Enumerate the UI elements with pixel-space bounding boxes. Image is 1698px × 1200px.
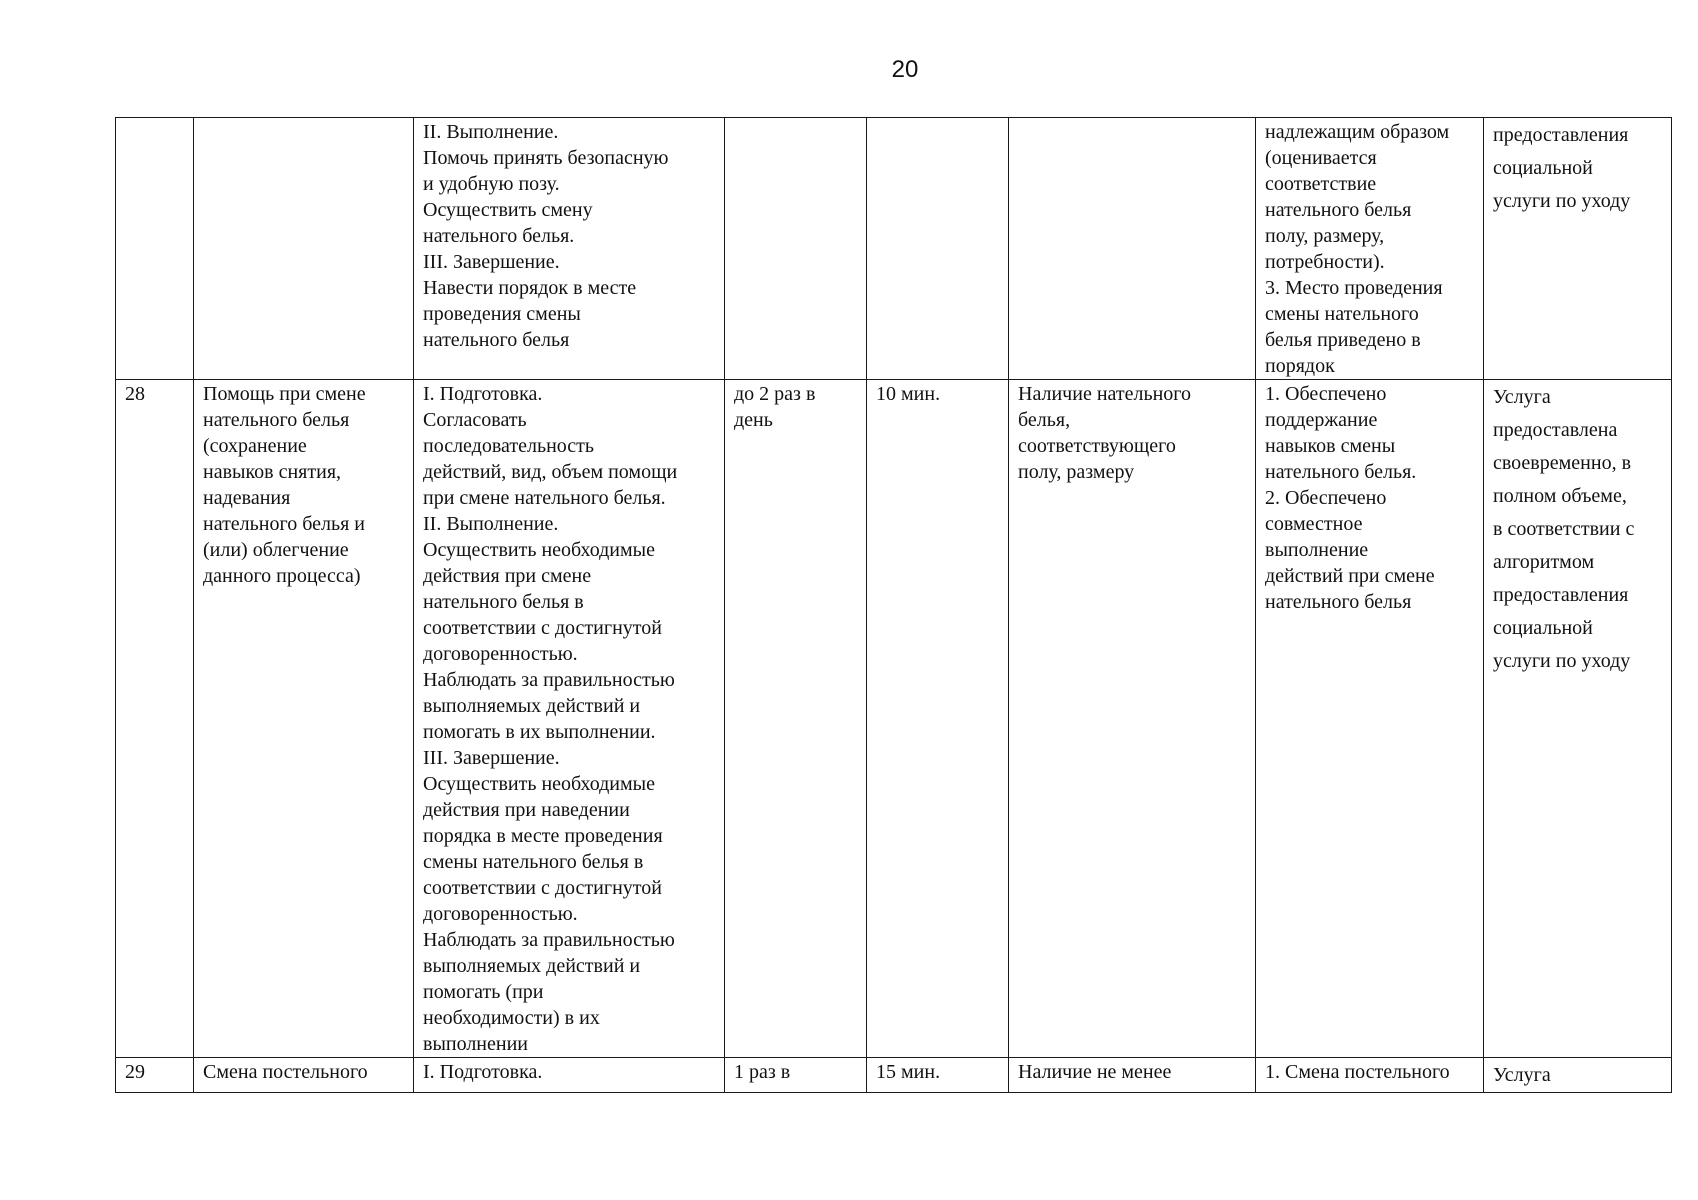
cell-text-line: поддержание <box>1265 409 1378 431</box>
cell-text-line: выполнение <box>1265 539 1369 561</box>
cell-text-line: полном объеме, <box>1493 485 1627 507</box>
cell-text-line: Осуществить смену <box>423 199 593 221</box>
cell-text-line: алгоритмом <box>1493 551 1595 573</box>
service-name-cell <box>194 1058 414 1093</box>
cell-text-line: действия при смене <box>423 565 592 587</box>
cell-text-line: предоставления <box>1493 584 1629 606</box>
cell-text-line: социальной <box>1493 157 1593 179</box>
cell-text-line: нательного белья <box>1265 591 1412 613</box>
cell-text-line: предоставления <box>1493 124 1629 146</box>
service-steps-cell <box>414 380 725 1058</box>
service-steps-cell <box>414 118 725 380</box>
cell-text-line: надевания <box>203 487 291 509</box>
page-number: 20 <box>891 56 919 83</box>
cell-text-line: данного процесса) <box>203 565 361 587</box>
result-evaluation-cell <box>1484 1058 1672 1093</box>
quality-indicators-cell <box>1256 118 1484 380</box>
cell-text-line: помогать в их выполнении. <box>423 721 656 743</box>
cell-text-line: белья приведено в <box>1265 329 1421 351</box>
cell-text-line: и удобную позу. <box>423 173 560 195</box>
cell-text-line: Навести порядок в месте <box>423 277 637 299</box>
quality-indicators-cell <box>1256 1058 1484 1093</box>
cell-text-line: предоставлена <box>1493 419 1618 441</box>
cell-text-line: Наблюдать за правильностью <box>423 669 675 691</box>
duration-cell <box>867 118 1009 380</box>
cell-text-line: нательного белья <box>203 409 350 431</box>
cell-text-line: до 2 раз в <box>734 383 816 405</box>
cell-text-line: выполнении <box>423 1033 528 1055</box>
frequency-cell <box>725 380 867 1058</box>
cell-text-line: соответствии с достигнутой <box>423 877 662 899</box>
cell-text-line: в соответствии с <box>1493 518 1635 540</box>
cell-text-line: II. Выполнение. <box>423 513 559 535</box>
result-evaluation-cell <box>1484 380 1672 1058</box>
cell-text-line: I. Подготовка. <box>423 1061 543 1083</box>
row-number-cell: 28 <box>116 380 194 1058</box>
cell-text-line: (или) облегчение <box>203 539 349 561</box>
cell-text-line: 3. Место проведения <box>1265 277 1443 299</box>
table-row <box>116 118 1672 380</box>
table-body <box>116 118 1672 1093</box>
cell-text-line: проведения смены <box>423 303 581 325</box>
service-standards-table <box>115 117 1672 1093</box>
cell-text-line: нательного белья. <box>423 225 575 247</box>
cell-text-line: соответствие <box>1265 173 1377 195</box>
cell-text-line: своевременно, в <box>1493 452 1632 474</box>
cell-text-line: 1. Обеспечено <box>1265 383 1387 405</box>
cell-text-line: порядок <box>1265 355 1335 377</box>
cell-text-line: порядка в месте проведения <box>423 825 663 847</box>
cell-text-line: (оценивается <box>1265 147 1377 169</box>
cell-text-line: 1 раз в <box>734 1061 791 1083</box>
cell-text-line: Осуществить необходимые <box>423 773 655 795</box>
table-row <box>116 1058 1672 1093</box>
cell-text-line: услуги по уходу <box>1493 650 1631 672</box>
cell-text-line: Согласовать <box>423 409 527 431</box>
cell-text-line: нательного белья <box>423 329 570 351</box>
duration-cell: 15 мин. <box>867 1058 1009 1093</box>
cell-text-line: смены нательного белья в <box>423 851 644 873</box>
cell-text-line: потребности). <box>1265 251 1385 273</box>
cell-text-line: смены нательного <box>1265 303 1419 325</box>
conditions-cell <box>1009 1058 1256 1093</box>
cell-text-line: Услуга <box>1493 386 1551 408</box>
cell-text-line: действий при смене <box>1265 565 1435 587</box>
duration-cell: 10 мин. <box>867 380 1009 1058</box>
cell-text-line: белья, <box>1018 409 1071 431</box>
row-number-cell: 29 <box>116 1058 194 1093</box>
cell-text-line: нательного белья <box>1265 199 1412 221</box>
cell-text-line: полу, размеру <box>1018 461 1135 483</box>
frequency-cell <box>725 1058 867 1093</box>
cell-text-line: при смене нательного белья. <box>423 487 666 509</box>
cell-text-line: договоренностью. <box>423 903 578 925</box>
cell-text-line: III. Завершение. <box>423 747 560 769</box>
cell-text-line: социальной <box>1493 617 1593 639</box>
cell-text-line: соответствующего <box>1018 435 1176 457</box>
cell-text-line: Помощь при смене <box>203 383 366 405</box>
cell-text-line: Смена постельного <box>203 1061 368 1083</box>
cell-text-line: I. Подготовка. <box>423 383 543 405</box>
conditions-cell <box>1009 118 1256 380</box>
service-name-cell <box>194 118 414 380</box>
cell-text-line: нательного белья в <box>423 591 584 613</box>
cell-text-line: Осуществить необходимые <box>423 539 655 561</box>
cell-text-line: II. Выполнение. <box>423 121 559 143</box>
cell-text-line: Наблюдать за правильностью <box>423 929 675 951</box>
cell-text-line: полу, размеру, <box>1265 225 1385 247</box>
row-number-cell <box>116 118 194 380</box>
quality-indicators-cell <box>1256 380 1484 1058</box>
service-steps-cell <box>414 1058 725 1093</box>
cell-text-line: последовательность <box>423 435 595 457</box>
frequency-cell <box>725 118 867 380</box>
cell-text-line: помогать (при <box>423 981 544 1003</box>
cell-text-line: 2. Обеспечено <box>1265 487 1387 509</box>
cell-text-line: услуги по уходу <box>1493 190 1631 212</box>
service-name-cell <box>194 380 414 1058</box>
cell-text-line: нательного белья. <box>1265 461 1417 483</box>
cell-text-line: Помочь принять безопасную <box>423 147 669 169</box>
cell-text-line: действий, вид, объем помощи <box>423 461 678 483</box>
cell-text-line: надлежащим образом <box>1265 121 1450 143</box>
cell-text-line: выполняемых действий и <box>423 695 641 717</box>
cell-text-line: выполняемых действий и <box>423 955 641 977</box>
cell-text-line: нательного белья и <box>203 513 365 535</box>
cell-text-line: день <box>734 409 773 431</box>
cell-text-line: Услуга <box>1493 1064 1551 1086</box>
cell-text-line: III. Завершение. <box>423 251 560 273</box>
cell-text-line: навыков смены <box>1265 435 1396 457</box>
cell-text-line: навыков снятия, <box>203 461 342 483</box>
cell-text-line: 1. Смена постельного <box>1265 1061 1450 1083</box>
cell-text-line: соответствии с достигнутой <box>423 617 662 639</box>
cell-text-line: необходимости) в их <box>423 1007 600 1029</box>
cell-text-line: совместное <box>1265 513 1363 535</box>
cell-text-line: Наличие нательного <box>1018 383 1192 405</box>
cell-text-line: действия при наведении <box>423 799 630 821</box>
cell-text-line: Наличие не менее <box>1018 1061 1172 1083</box>
table-row <box>116 380 1672 1058</box>
result-evaluation-cell <box>1484 118 1672 380</box>
cell-text-line: (сохранение <box>203 435 307 457</box>
cell-text-line: договоренностью. <box>423 643 578 665</box>
conditions-cell <box>1009 380 1256 1058</box>
